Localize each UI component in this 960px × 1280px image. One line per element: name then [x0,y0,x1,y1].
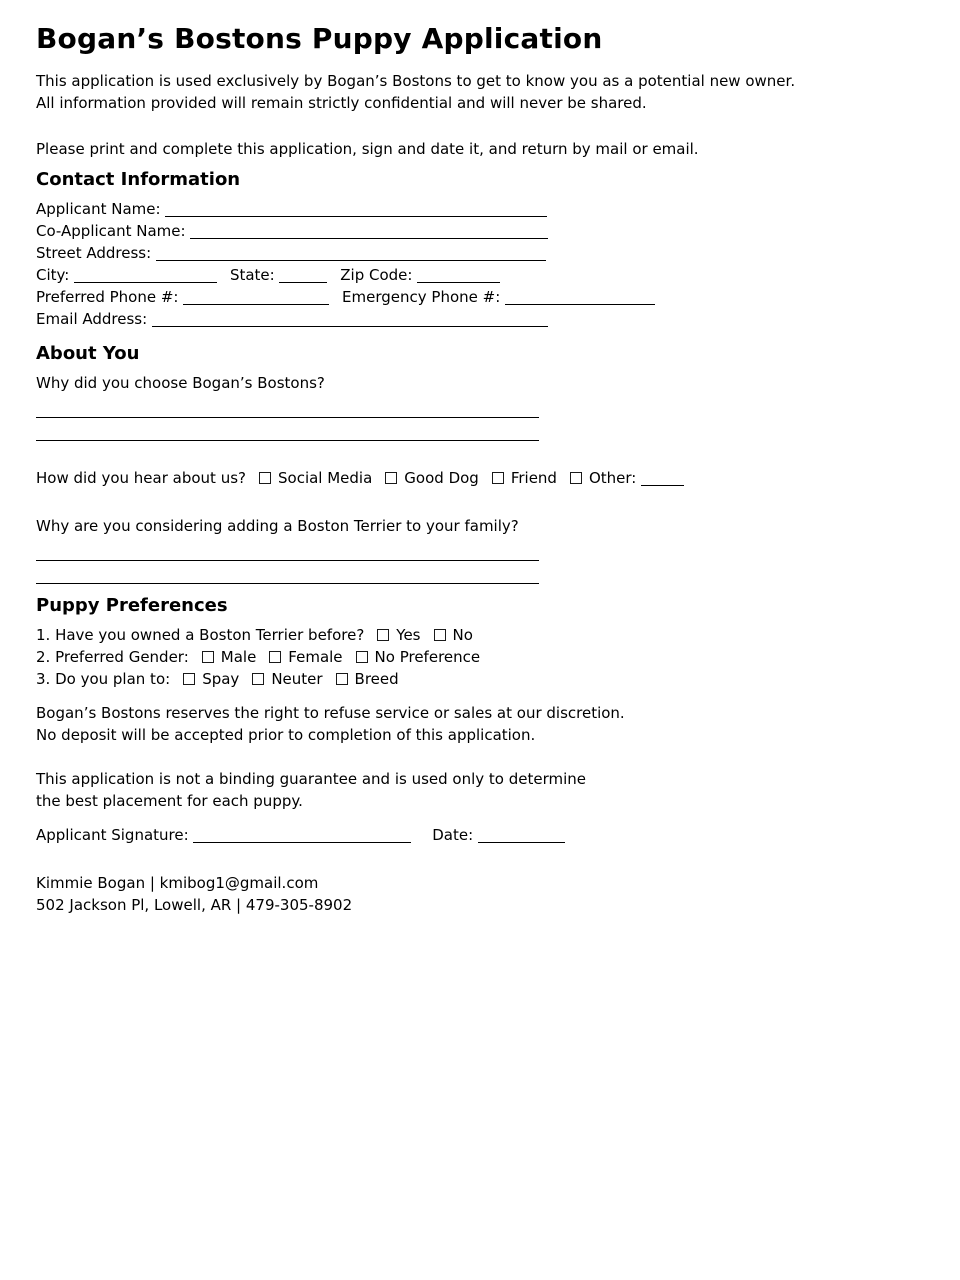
option-social-media-label: Social Media [278,469,373,487]
terms-line-4: the best placement for each puppy. [36,792,303,810]
option-neuter-label: Neuter [271,670,323,688]
question-why-considering: Why are you considering adding a Boston Terrier to your family? [36,517,519,535]
zip-label: Zip Code: [340,266,413,284]
field-row-street-address [36,242,924,264]
checkbox-icon [183,673,195,685]
terms-paragraph-1 [36,702,924,746]
option-breed-label: Breed [354,670,399,688]
option-yes [377,626,420,644]
checkbox-icon [356,651,368,663]
checkbox-icon [385,472,397,484]
city-field [74,269,217,283]
answer-lines-why-choose [36,395,924,441]
street-address-label: Street Address: [36,244,152,262]
checkbox-icon [570,472,582,484]
section-heading-about-you: About You [36,343,140,364]
field-row-co-applicant-name [36,220,924,242]
answer-line [36,561,539,584]
option-spay [183,670,239,688]
option-other-label: Other: [588,469,637,487]
zip-field [417,269,500,283]
checkbox-icon [434,629,446,641]
option-no-preference [356,648,481,666]
checkbox-icon [336,673,348,685]
option-spay-label: Spay [202,670,240,688]
question-hear-about-label: How did you hear about us? [36,469,246,487]
other-field [641,472,684,486]
preference-q2-label: 2. Preferred Gender: [36,648,189,666]
intro-paragraph [36,70,924,114]
email-label: Email Address: [36,310,148,328]
option-male [202,648,257,666]
email-field [152,313,548,327]
preferred-phone-field [183,291,329,305]
field-row-email [36,308,924,330]
applicant-name-label: Applicant Name: [36,200,161,218]
checkbox-icon [202,651,214,663]
checkbox-icon [252,673,264,685]
field-row-phones [36,286,924,308]
option-friend-label: Friend [510,469,557,487]
checkbox-icon [259,472,271,484]
intro-line-2: All information provided will remain strictly confidential and will never be shared. [36,94,647,112]
terms-paragraph-2 [36,768,924,812]
date-field [478,829,565,843]
co-applicant-name-label: Co-Applicant Name: [36,222,186,240]
state-field [279,269,327,283]
option-yes-label: Yes [396,626,421,644]
section-heading-puppy-preferences: Puppy Preferences [36,595,228,616]
option-friend [492,469,557,487]
question-row-hear-about [36,467,924,489]
field-row-applicant-name [36,198,924,220]
question-why-choose: Why did you choose Bogan’s Bostons? [36,374,325,392]
co-applicant-name-field [190,225,548,239]
footer [36,872,924,916]
option-breed [336,670,399,688]
option-other [570,469,684,487]
preference-q1-label: 1. Have you owned a Boston Terrier before? [36,626,365,644]
section-heading-contact: Contact Information [36,169,241,190]
answer-line [36,395,539,418]
checkbox-icon [269,651,281,663]
terms-line-2: No deposit will be accepted prior to completion of this application. [36,726,536,744]
option-no-label: No [452,626,473,644]
terms-line-1: Bogan’s Bostons reserves the right to refuse service or sales at our discretion. [36,704,625,722]
applicant-signature-label: Applicant Signature: [36,826,189,844]
emergency-phone-label: Emergency Phone #: [342,288,501,306]
option-neuter [252,670,322,688]
applicant-signature-field [193,829,411,843]
option-female [269,648,342,666]
option-good-dog-label: Good Dog [404,469,479,487]
signature-row [36,824,924,846]
option-no [434,626,473,644]
field-row-city-state-zip [36,264,924,286]
intro-line-1: This application is used exclusively by Bogan’s Bostons to get to know you as a potential new owner. [36,72,796,90]
emergency-phone-field [505,291,655,305]
preference-q2-row [36,646,924,668]
preference-q3-label: 3. Do you plan to: [36,670,171,688]
instructions-line: Please print and complete this application, sign and date it, and return by mail or email. [36,140,699,158]
footer-address-line: 502 Jackson Pl, Lowell, AR | 479-305-8902 [36,896,353,914]
preferred-phone-label: Preferred Phone #: [36,288,179,306]
checkbox-icon [492,472,504,484]
answer-line [36,418,539,441]
option-social-media [259,469,372,487]
answer-lines-why-considering [36,538,924,584]
option-female-label: Female [288,648,343,666]
option-male-label: Male [220,648,257,666]
option-no-preference-label: No Preference [374,648,481,666]
option-good-dog [385,469,479,487]
date-label: Date: [432,826,474,844]
preference-q1-row [36,624,924,646]
state-label: State: [229,266,275,284]
footer-contact-line: Kimmie Bogan | kmibog1@gmail.com [36,874,319,892]
preference-q3-row [36,668,924,690]
applicant-name-field [165,203,547,217]
street-address-field [156,247,546,261]
terms-line-3: This application is not a binding guarantee and is used only to determine [36,770,587,788]
city-label: City: [36,266,70,284]
checkbox-icon [377,629,389,641]
answer-line [36,538,539,561]
page-title: Bogan’s Bostons Puppy Application [36,22,603,55]
